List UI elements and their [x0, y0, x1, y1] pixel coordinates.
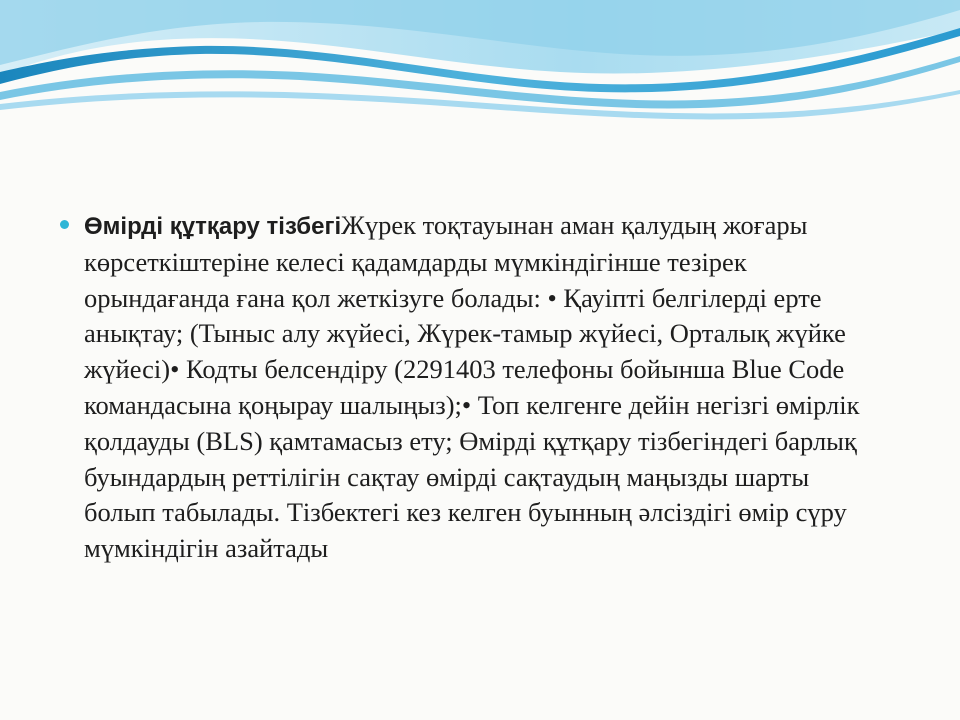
slide-body [84, 208, 884, 567]
bullet-icon [60, 220, 69, 229]
body-text: Жүрек тоқтауынан аман қалудың жоғары көрсеткіштеріне келесі қадамдарды мүмкіндігінше тезірек орындағанда ғана қол жеткізуге болады: • Қауіпті белгілерді ерте анықтау; (Тыныс алу жүйесі, Жүрек-тамыр жүйесі, Орталық жүйке жүйесі)• Кодты белсендіру (2291403 телефоны бойынша Blue Code командасына қоңырау шалыңыз);• Топ келгенге дейін негізгі өмірлік қолдауды (BLS) қамтамасыз ету; Өмірді құтқару тізбегіндегі барлық буындардың реттілігін сақтау өмірді сақтаудың маңызды шарты болып табылады. Тізбектегі кез келген буынның әлсіздігі өмір сүру мүмкіндігін азайтады [84, 210, 860, 564]
heading-bold: Өмірді құтқару тізбегі [84, 213, 342, 240]
header-wave-decoration [0, 0, 960, 130]
